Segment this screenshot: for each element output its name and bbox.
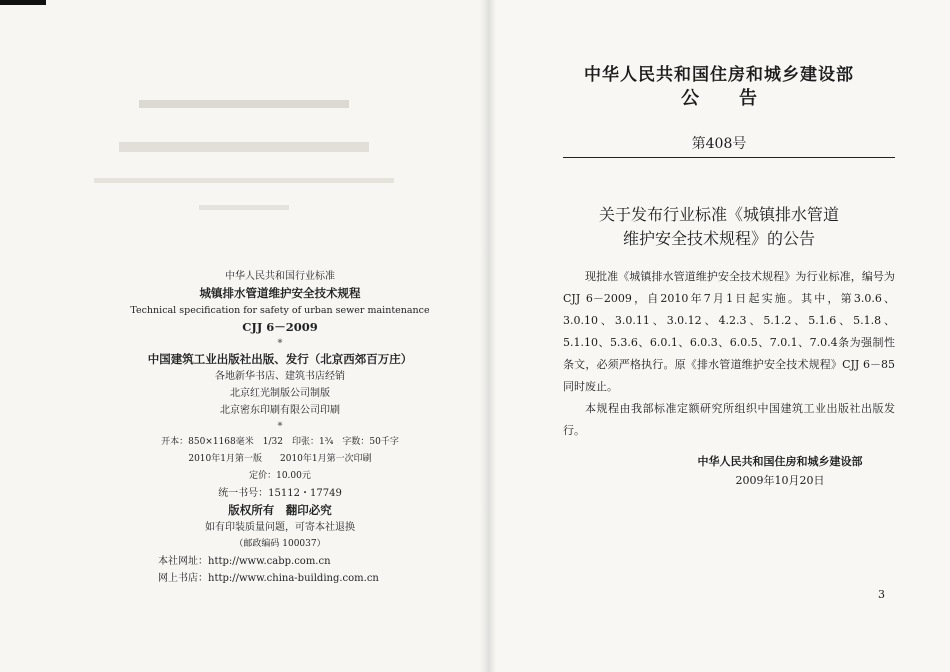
publisher-line: 中国建筑工业出版社出版、发行（北京西郊百万庄） xyxy=(147,352,413,366)
return-policy-line: 如有印装质量问题，可寄本社退换 xyxy=(205,522,355,533)
notice-paragraph-2: 本规程由我部标准定额研究所组织中国建筑工业出版社出版发行。 xyxy=(563,402,895,437)
typesetter-line: 北京红光制版公司制版 xyxy=(230,388,330,399)
price-line: 定价：10.00元 xyxy=(249,471,311,481)
notice-title-line-2: 维护安全技术规程》的公告 xyxy=(622,229,815,248)
signatory: 中华人民共和国住房和城乡建设部 xyxy=(697,455,863,468)
book-title-cn: 城镇排水管道维护安全技术规程 xyxy=(199,286,361,300)
imprint-block xyxy=(80,268,480,587)
bookstore-line: 网上书店：http://www.china-building.com.cn xyxy=(158,573,379,584)
announcement-number: 第408号 xyxy=(691,136,747,152)
format-line: 开本：850×1168毫米 1/32 印张：1¾ 字数：50千字 xyxy=(161,437,399,447)
page-number: 3 xyxy=(878,588,885,601)
separator-star: * xyxy=(277,338,283,349)
heading-divider xyxy=(563,157,895,158)
signature-block xyxy=(660,452,900,490)
notice-paragraph-1: 现批准《城镇排水管道维护安全技术规程》为行业标准，编号为CJJ 6－2009，自2010年7月1日起实施。其中，第3.0.6、3.0.10、3.0.11、3.0.12、4.2.3、5.1.2、5.1.6、5.1.8、5.1.10、5.3.6、6.0.1、6.0.3、6.0.5、7.0.1、7.0.4条为强制性条文，必须严格执行。原《排水管道维护安全技术规程》CJJ 6－85同时废止。 xyxy=(563,270,895,393)
notice-body xyxy=(563,266,895,442)
ministry-heading: 中华人民共和国住房和城乡建设部 xyxy=(584,65,854,85)
standard-code: CJJ 6－2009 xyxy=(242,320,318,334)
announcement-heading: 公告 xyxy=(681,88,797,109)
notice-title-line-1: 关于发布行业标准《城镇排水管道 xyxy=(598,205,839,224)
copyright-line: 版权所有 翻印必究 xyxy=(228,503,332,517)
show-through-shadow xyxy=(0,96,488,206)
scan-corner-mark xyxy=(0,0,46,5)
edition-line: 2010年1月第一版 2010年1月第一次印刷 xyxy=(188,454,372,464)
book-number-line: 统一书号：15112・17749 xyxy=(218,488,342,499)
printer-line: 北京密东印刷有限公司印刷 xyxy=(220,405,340,416)
book-title-en: Technical specification for safety of urban sewer maintenance xyxy=(130,305,430,316)
distributor-line: 各地新华书店、建筑书店经销 xyxy=(215,371,345,382)
website-line: 本社网址：http://www.cabp.com.cn xyxy=(158,556,331,567)
issue-date: 2009年10月20日 xyxy=(735,474,825,487)
postcode-line: （邮政编码 100037） xyxy=(234,539,326,549)
standard-series: 中华人民共和国行业标准 xyxy=(225,271,335,282)
separator-star-2: * xyxy=(277,421,283,432)
